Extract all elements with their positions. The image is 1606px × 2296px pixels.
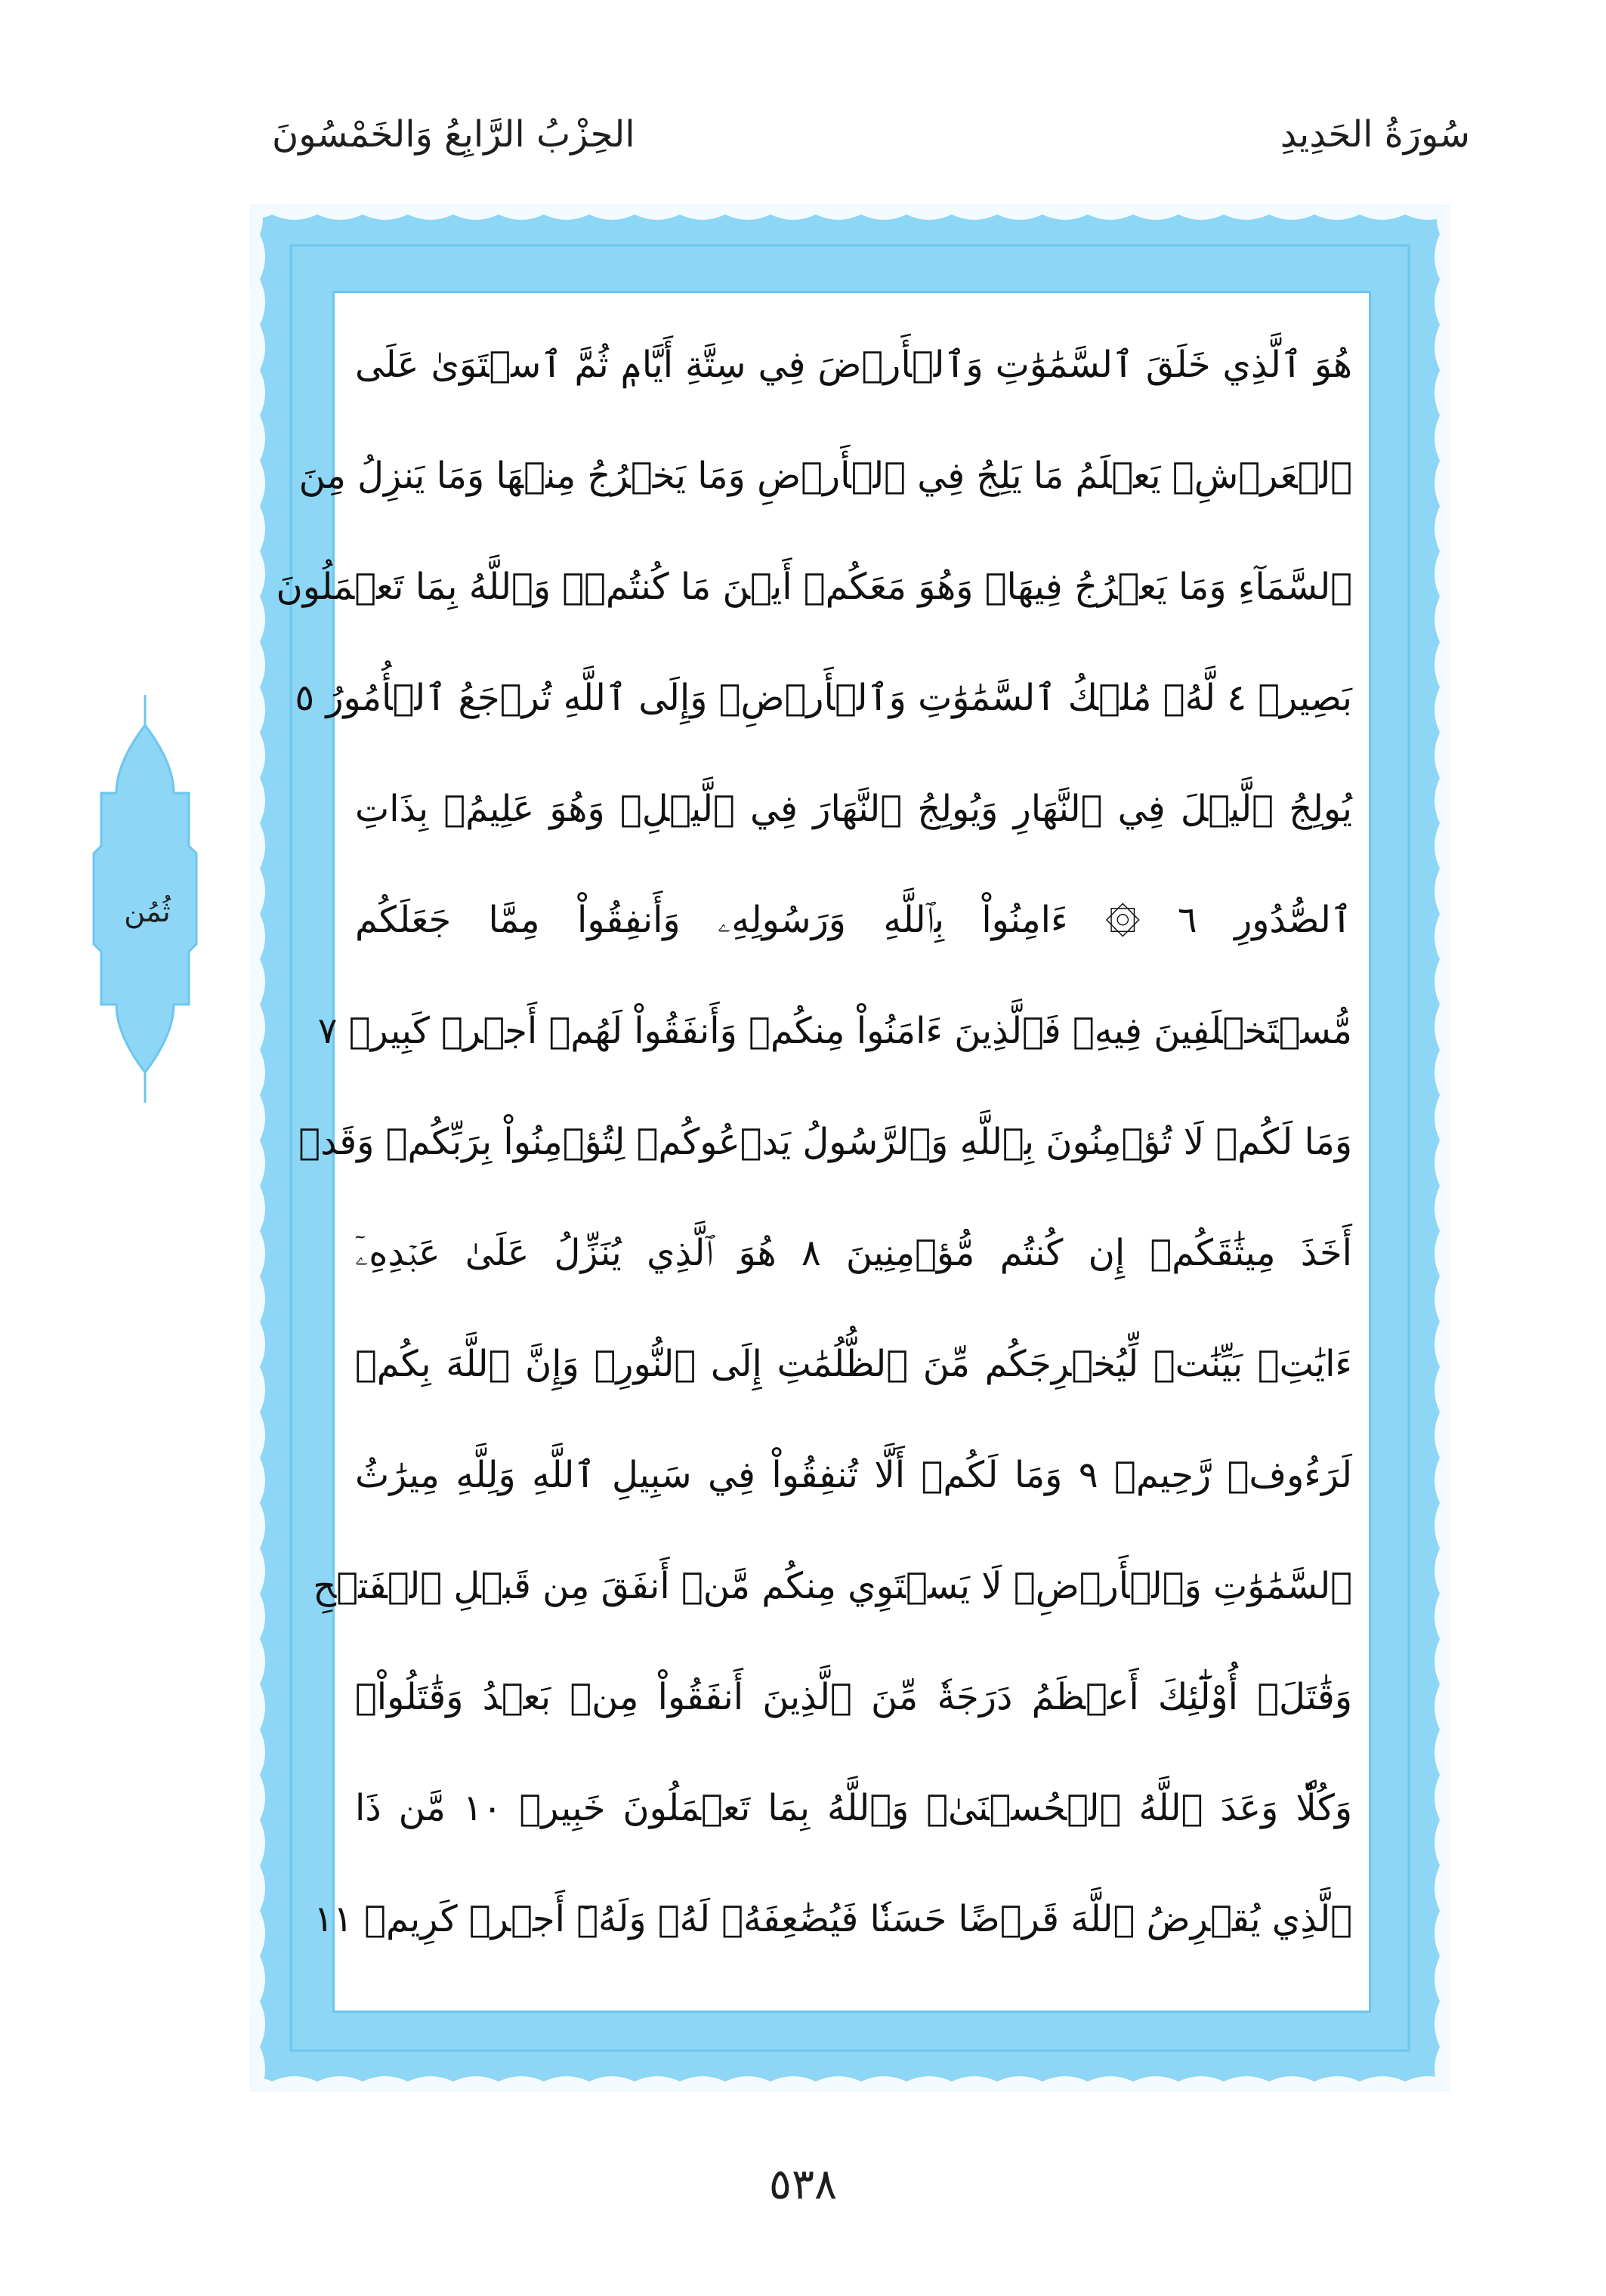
hizb-label: الحِزْبُ الرَّابِعُ وَالخَمْسُونَ xyxy=(272,113,635,156)
thumun-label: ثُمُن xyxy=(124,895,171,928)
surah-name: سُورَةُ الحَدِيدِ xyxy=(1280,113,1470,156)
verse-line: بَصِيرٞ ٤ لَّهُۥ مُلۡكُ ٱلسَّمَٰوَٰتِ وَٱلۡأَرۡضِۚ وَإِلَى ٱللَّهِ تُرۡجَعُ ٱلۡأُمُورُ ٥ xyxy=(295,677,1352,719)
verse-line: يُولِجُ ٱلَّيۡلَ فِي ٱلنَّهَارِ وَيُولِجُ ٱلنَّهَارَ فِي ٱلَّيۡلِۚ وَهُوَ عَلِيمُۢ بِذَاتِ xyxy=(355,788,1352,830)
verse-line: وَمَا لَكُمۡ لَا تُؤۡمِنُونَ بِٱللَّهِ وَٱلرَّسُولُ يَدۡعُوكُمۡ لِتُؤۡمِنُواْ بِرَبِّكُمۡ وَقَدۡ xyxy=(298,1121,1352,1163)
verse-line: ٱلصُّدُورِ ٦ ۞ ءَامِنُواْ بِٱللَّهِ وَرَسُولِهِۦ وَأَنفِقُواْ مِمَّا جَعَلَكُم xyxy=(355,899,1353,941)
verse-line: وَقَٰتَلَۚ أُوْلَٰٓئِكَ أَعۡظَمُ دَرَجَةٗ مِّنَ ٱلَّذِينَ أَنفَقُواْ مِنۢ بَعۡدُ وَقَٰتَلُواْۚ xyxy=(355,1676,1352,1718)
verse-line: ءَايَٰتِۭ بَيِّنَٰتٖ لِّيُخۡرِجَكُم مِّنَ ٱلظُّلُمَٰتِ إِلَى ٱلنُّورِۚ وَإِنَّ ٱللَّهَ بِكُمۡ xyxy=(355,1343,1352,1385)
verse-block xyxy=(276,310,1353,1975)
verse-line: ٱلۡعَرۡشِۖ يَعۡلَمُ مَا يَلِجُ فِي ٱلۡأَرۡضِ وَمَا يَخۡرُجُ مِنۡهَا وَمَا يَنزِلُ مِنَ xyxy=(298,455,1352,497)
page-number: ٥٣٨ xyxy=(768,2160,838,2209)
verse-line: لَرَءُوفٞ رَّحِيمٞ ٩ وَمَا لَكُمۡ أَلَّا تُنفِقُواْ فِي سَبِيلِ ٱللَّهِ وَلِلَّهِ مِيرَٰثُ xyxy=(355,1454,1352,1496)
verse-line: هُوَ ٱلَّذِي خَلَقَ ٱلسَّمَٰوَٰتِ وَٱلۡأَرۡضَ فِي سِتَّةِ أَيَّامٖ ثُمَّ ٱسۡتَوَىٰ عَلَى xyxy=(355,344,1352,386)
verse-line: أَخَذَ مِيثَٰقَكُمۡ إِن كُنتُم مُّؤۡمِنِينَ ٨ هُوَ ٱلَّذِي يُنَزِّلُ عَلَىٰ عَبۡدِهِۦٓ xyxy=(355,1232,1353,1274)
verse-line: مُّسۡتَخۡلَفِينَ فِيهِۖ فَٱلَّذِينَ ءَامَنُواْ مِنكُمۡ وَأَنفَقُواْ لَهُمۡ أَجۡرٞ كَبِيرٞ ٧ xyxy=(317,1010,1352,1052)
verse-line: ٱلسَّمَآءِ وَمَا يَعۡرُجُ فِيهَاۖ وَهُوَ مَعَكُمۡ أَيۡنَ مَا كُنتُمۡۚ وَٱللَّهُ بِمَا تَعۡمَلُونَ xyxy=(276,566,1352,608)
verse-line: ٱلَّذِي يُقۡرِضُ ٱللَّهَ قَرۡضًا حَسَنٗا فَيُضَٰعِفَهُۥ لَهُۥ وَلَهُۥٓ أَجۡرٞ كَرِيمٞ ١١ xyxy=(313,1898,1352,1940)
verse-line: ٱلسَّمَٰوَٰتِ وَٱلۡأَرۡضِۚ لَا يَسۡتَوِي مِنكُم مَّنۡ أَنفَقَ مِن قَبۡلِ ٱلۡفَتۡحِ xyxy=(313,1565,1352,1607)
verse-line: وَكُلّٗا وَعَدَ ٱللَّهُ ٱلۡحُسۡنَىٰۚ وَٱللَّهُ بِمَا تَعۡمَلُونَ خَبِيرٞ ١٠ مَّن ذَا xyxy=(355,1787,1352,1829)
